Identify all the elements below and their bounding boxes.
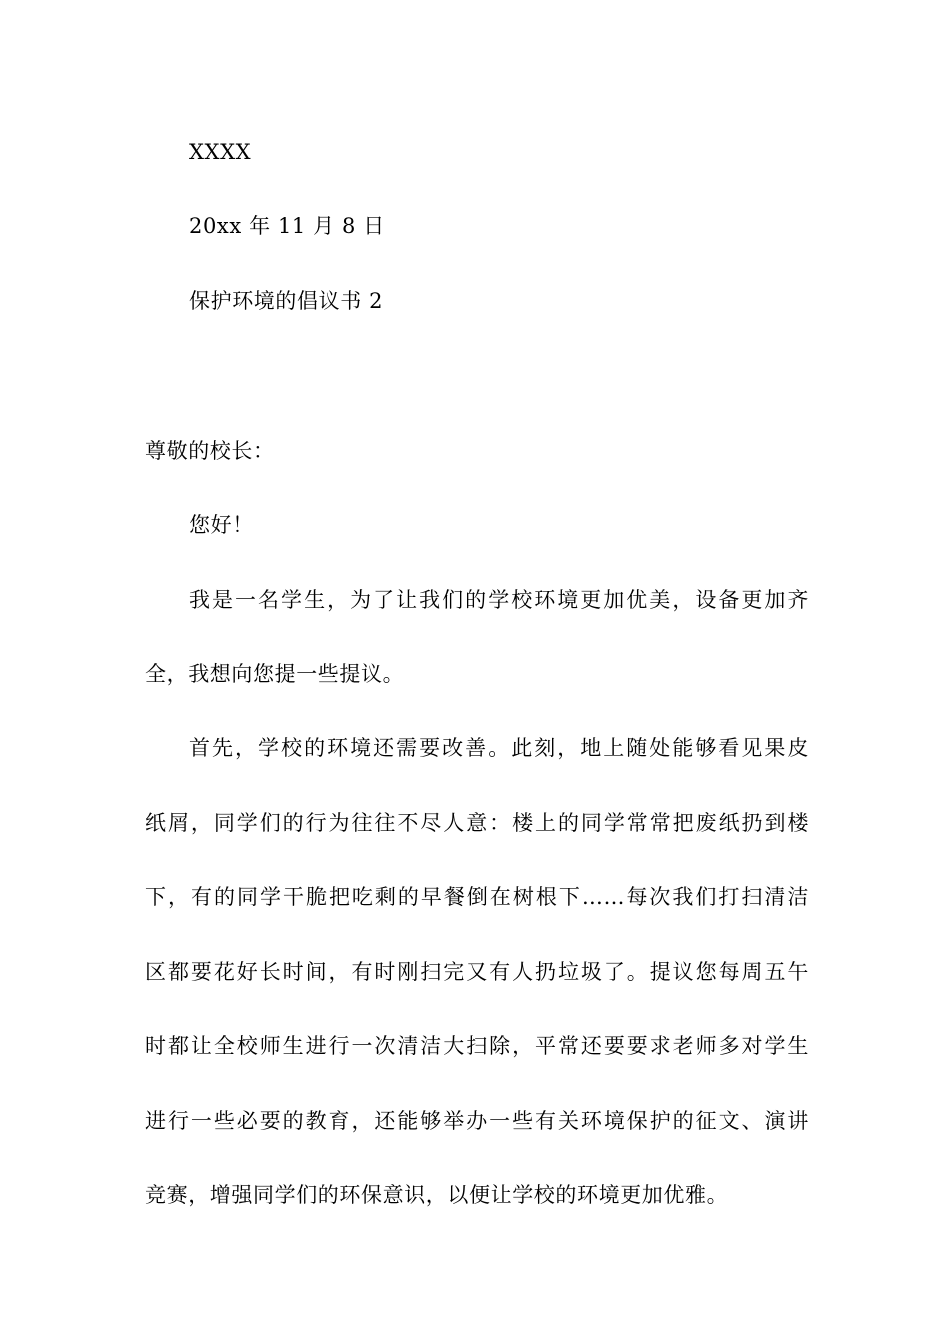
paragraph-line: 区都要花好长时间，有时刚扫完又有人扔垃圾了。提议您每周五午 xyxy=(145,960,809,984)
greeting: 您好！ xyxy=(189,513,254,537)
salutation: 尊敬的校长： xyxy=(145,439,275,463)
paragraph-line: 我是一名学生，为了让我们的学校环境更加优美，设备更加齐 xyxy=(189,588,809,612)
document-title: 保护环境的倡议书 2 xyxy=(189,289,384,313)
paragraph-line: 竞赛，增强同学们的环保意识，以便让学校的环境更加优雅。 xyxy=(145,1183,729,1207)
author-signature: XXXX xyxy=(189,140,252,164)
paragraph-line: 时都让全校师生进行一次清洁大扫除，平常还要要求老师多对学生 xyxy=(145,1034,809,1058)
paragraph-line: 下，有的同学干脆把吃剩的早餐倒在树根下……每次我们打扫清洁 xyxy=(145,885,809,909)
paragraph-line: 进行一些必要的教育，还能够举办一些有关环境保护的征文、演讲 xyxy=(145,1109,809,1133)
paragraph-line: 首先，学校的环境还需要改善。此刻，地上随处能够看见果皮 xyxy=(189,736,809,760)
paragraph-line: 纸屑，同学们的行为往往不尽人意：楼上的同学常常把废纸扔到楼 xyxy=(145,811,809,835)
letter-date: 20xx 年 11 月 8 日 xyxy=(189,214,385,238)
paragraph-line: 全，我想向您提一些提议。 xyxy=(145,662,405,686)
